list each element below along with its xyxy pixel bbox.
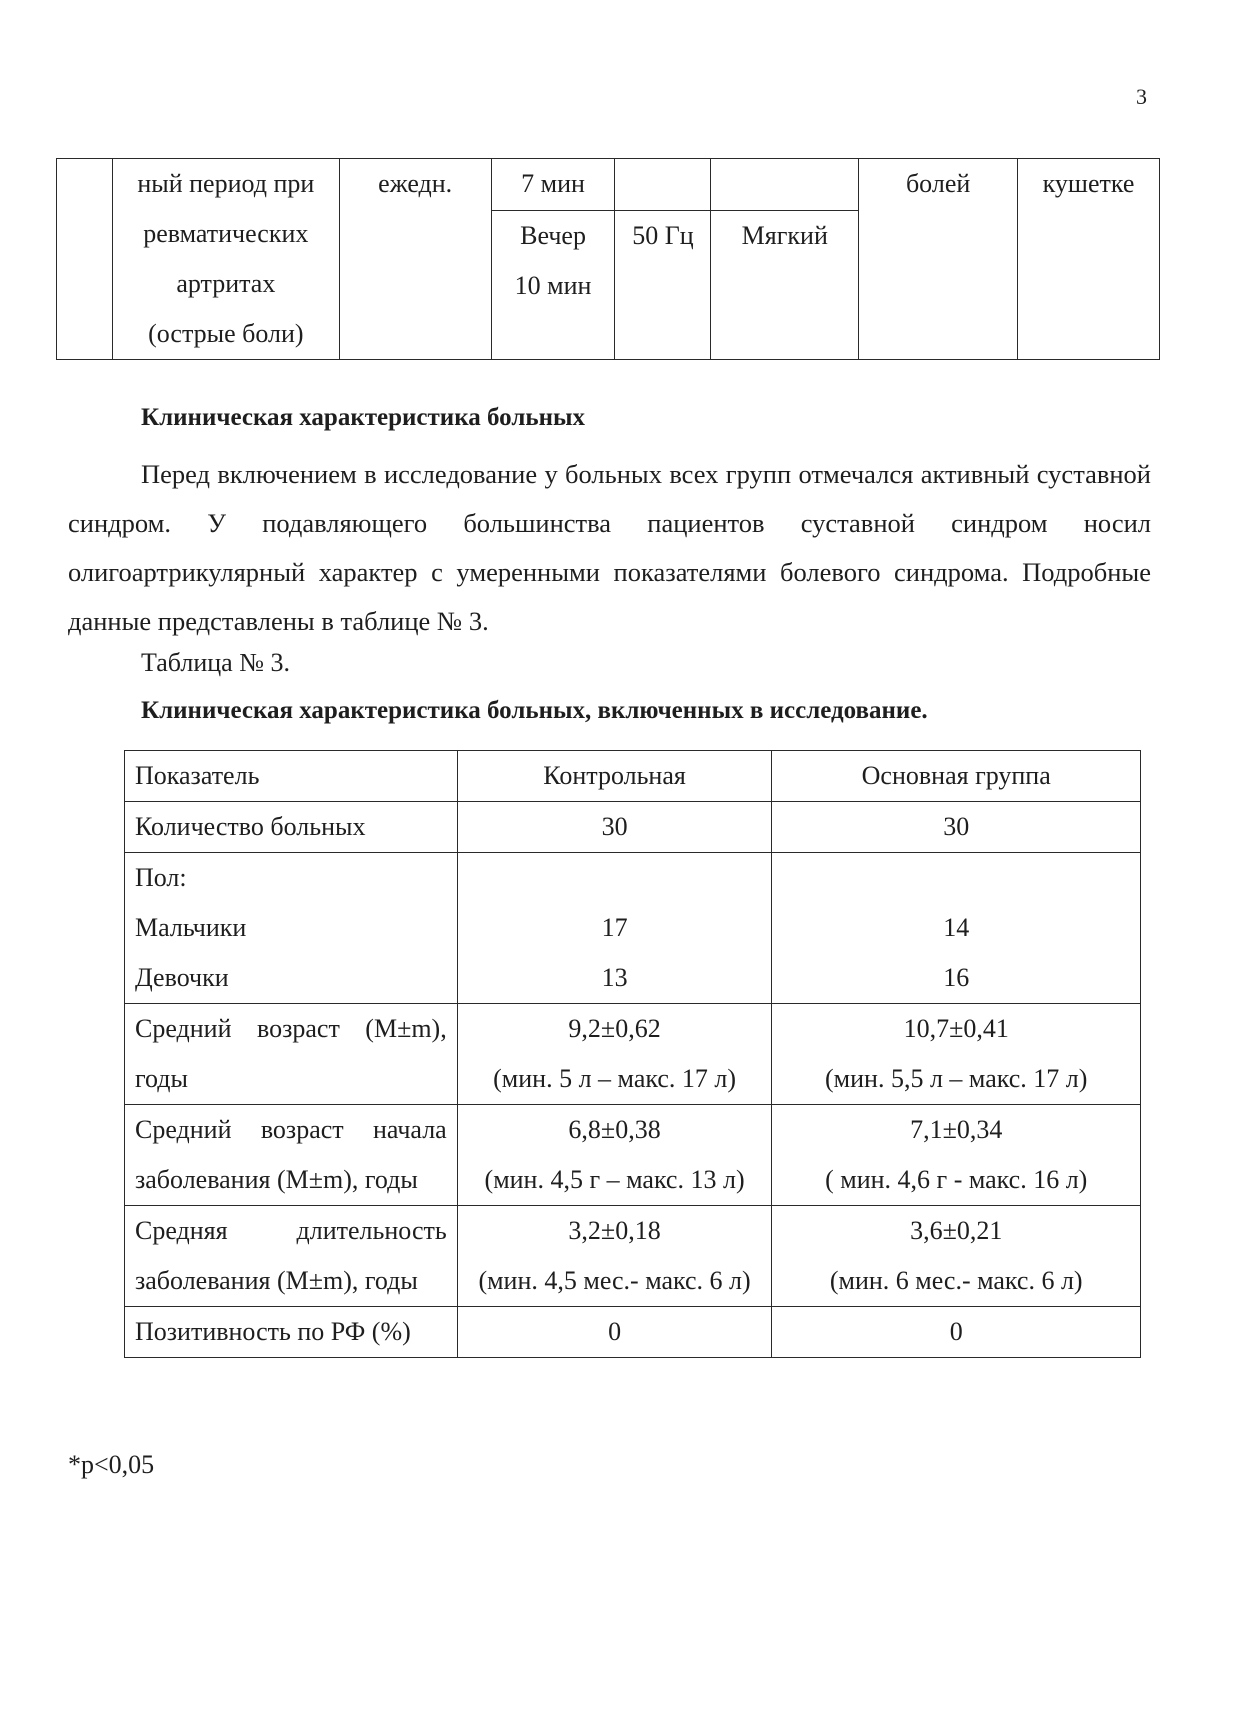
value-line: (мин. 5,5 л – макс. 17 л) [825,1064,1088,1093]
row-label: Средняя длительность заболевания (M±m), годы [125,1206,458,1307]
empty-cell [711,159,859,211]
value-line: (мин. 5 л – макс. 17 л) [493,1064,737,1093]
table-header-row [125,751,1141,802]
table-row [125,1004,1141,1105]
label-line: Девочки [135,963,229,992]
row-label: Позитивность по РФ (%) [125,1307,458,1358]
label-line: Мальчики [135,913,247,942]
value-line: 10,7±0,41 [903,1014,1009,1043]
main-value [772,853,1141,1004]
duration-cell-top: 7 мин [491,159,615,211]
value-line: 3,6±0,21 [910,1216,1003,1245]
value-line: 16 [943,963,970,992]
value-line: 7,1±0,34 [910,1115,1003,1144]
value-line [460,853,770,903]
row-label: Средний возраст (M±m), годы [125,1004,458,1105]
table-title: Клиническая характеристика больных, включенных в исследование. [141,697,928,724]
page-number: 3 [1136,84,1147,109]
value-line: 3,2±0,18 [568,1216,661,1245]
continuation-table [56,158,1160,360]
row-label [125,853,458,1004]
value-line: 9,2±0,62 [568,1014,661,1043]
duration-line: Вечер [520,220,586,250]
value-line: ( мин. 4,6 г - макс. 16 л) [825,1165,1088,1194]
clinical-characteristics-table [124,750,1141,1358]
main-value [772,1004,1141,1105]
table-row [125,802,1141,853]
control-value [457,1004,772,1105]
control-value [457,1105,772,1206]
period-line: ревматических [143,219,309,248]
section-heading: Клиническая характеристика больных [141,404,585,431]
value-line: (мин. 4,5 г – макс. 13 л) [484,1165,745,1194]
header-cell: Основная группа [772,751,1141,802]
row-label: Средний возраст начала заболевания (M±m), годы [125,1105,458,1206]
control-value [457,853,772,1004]
header-cell: Показатель [125,751,458,802]
value-line: 13 [601,963,628,992]
main-value: 30 [772,802,1141,853]
table-row [125,1307,1141,1358]
value-line: 17 [601,913,628,942]
period-line: (острые боли) [148,319,304,348]
body-paragraph [68,450,1151,646]
value-line: (мин. 4,5 мес.- макс. 6 л) [478,1266,751,1295]
value-line: 6,8±0,38 [568,1115,661,1144]
mode-cell: Мягкий [711,210,859,360]
control-value: 30 [457,802,772,853]
period-line: ный период при [137,169,315,198]
table-row [125,853,1141,1004]
value-line [774,853,1138,903]
period-cell [112,159,339,360]
empty-cell [57,159,113,360]
header-cell: Контрольная [457,751,772,802]
control-value: 0 [457,1307,772,1358]
table-row [125,1206,1141,1307]
frequency-cell: ежедн. [339,159,491,360]
main-value [772,1105,1141,1206]
position-cell: кушетке [1018,159,1160,360]
duration-cell-bottom [491,210,615,360]
footnote: *p<0,05 [68,1450,155,1479]
main-value: 0 [772,1307,1141,1358]
value-line: (мин. 6 мес.- макс. 6 л) [829,1266,1083,1295]
frequency-hz-cell: 50 Гц [615,210,711,360]
value-line: 14 [943,913,970,942]
indication-cell: болей [859,159,1018,360]
paragraph-text: Перед включением в исследование у больных всех групп отмечался активный суставной синдром. У подавляющего большинства пациентов суставной синдром носил олигоартрикулярный характер с умеренными показателями болевого синдрома. Подробные данные представлены в таблице № 3. [68,459,1151,636]
table-label: Таблица № 3. [141,648,291,677]
row-label: Количество больных [125,802,458,853]
control-value [457,1206,772,1307]
duration-line: 10 мин [514,270,592,300]
label-line: Пол: [135,863,187,892]
main-value [772,1206,1141,1307]
table-row [125,1105,1141,1206]
empty-cell [615,159,711,211]
period-line: артритах [176,269,276,298]
